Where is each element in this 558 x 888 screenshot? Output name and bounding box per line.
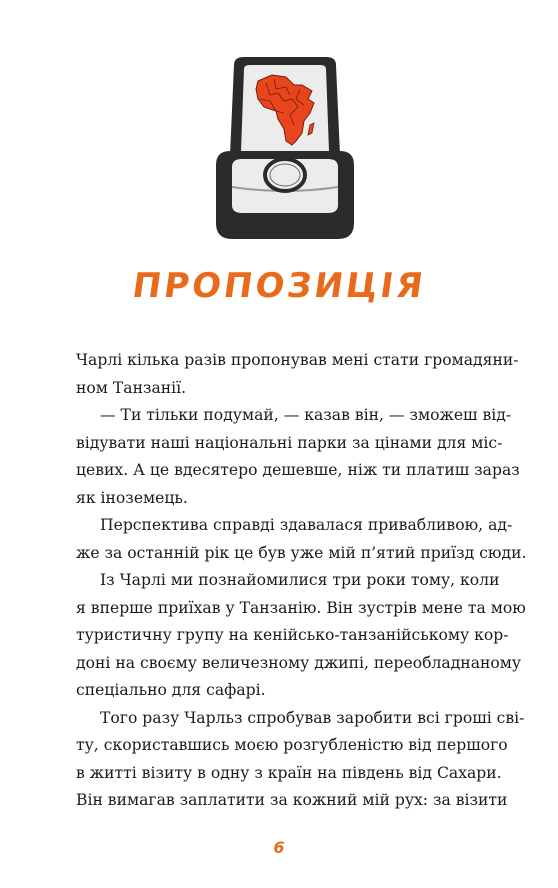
text-line: Він вимагав заплатити за кожний мій рух: за візити (76, 791, 508, 809)
paragraph (76, 512, 527, 567)
text-line: туристичну групу на кенійсько-танзанійському кор- (76, 626, 509, 644)
text-line: в житті візиту в одну з країн на південь від Сахари. (76, 763, 502, 782)
paragraph (76, 347, 519, 402)
text-line: Чарлі кілька разів пропонував мені стати громадяни- (76, 351, 519, 369)
text-line: Перспектива справді здавалася привабливою, ад- (100, 516, 513, 534)
text-line: Того разу Чарльз спробував заробити всі гроші сві- (100, 708, 525, 727)
text-line: ту, скориставшись моєю розгубленістю від першого (76, 736, 508, 754)
chapter-body (76, 347, 527, 815)
text-line: як іноземець. (76, 488, 188, 507)
text-line: Із Чарлі ми познайомилися три роки тому, коли (100, 571, 500, 589)
text-line: цевих. А це вдесятеро дешевше, ніж ти платиш зараз (76, 461, 520, 479)
paragraph (76, 567, 526, 705)
paragraph (76, 705, 525, 815)
ring-box-africa-icon (212, 55, 358, 243)
text-line: доні на своєму величезному джипі, переобладнаному (76, 653, 522, 672)
paragraph (76, 402, 520, 512)
text-line: же за останній рік це був уже мій п’ятий приїзд сюди. (76, 543, 527, 562)
text-line: відувати наші національні парки за цінами для міс- (76, 433, 503, 452)
text-line: ном Танзанії. (76, 378, 187, 397)
page-number: 6 (273, 838, 285, 857)
text-line: я вперше приїхав у Танзанію. Він зустрів мене та мою (76, 598, 526, 617)
chapter-title: ПРОПОЗИЦІЯ (129, 266, 429, 306)
text-line: спеціально для сафарі. (76, 681, 266, 699)
text-line: — Ти тільки подумай, — казав він, — зможеш від- (100, 406, 512, 424)
